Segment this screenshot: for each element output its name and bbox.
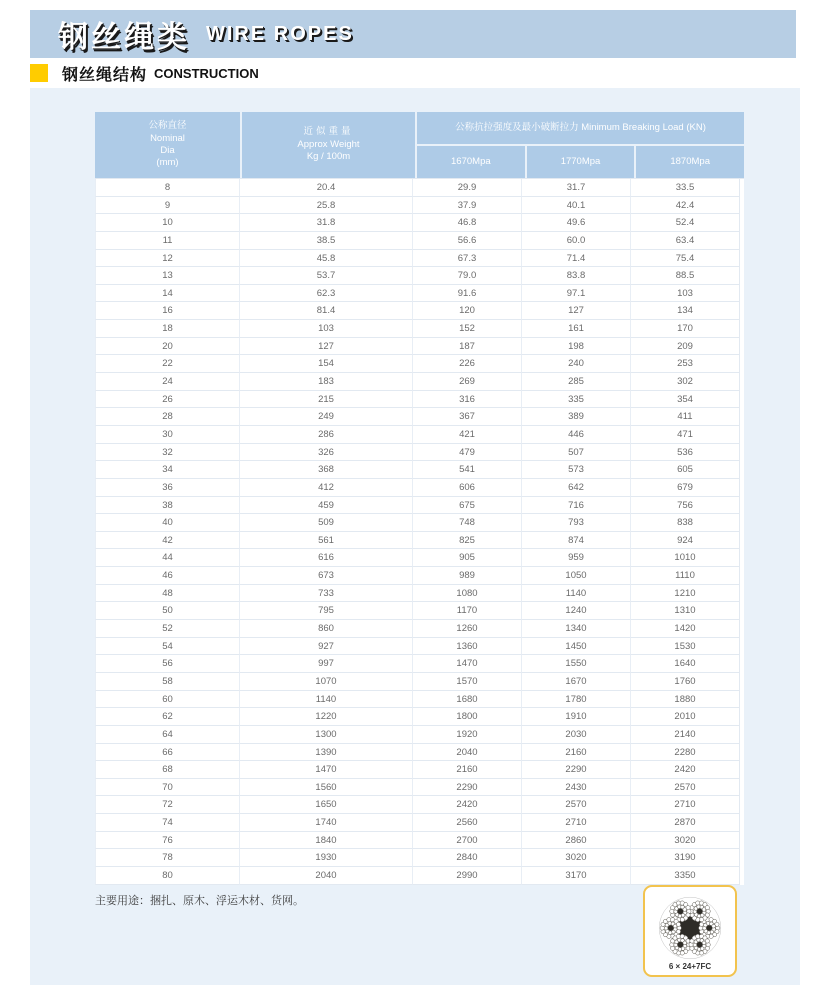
table-cell: 1050 (522, 567, 631, 585)
table-cell: 91.6 (413, 285, 522, 303)
table-row (95, 214, 744, 232)
table-cell: 1240 (522, 602, 631, 620)
table-cell: 825 (413, 532, 522, 550)
table-row (95, 391, 744, 409)
table-cell: 1360 (413, 638, 522, 656)
table-cell: 421 (413, 426, 522, 444)
table-cell: 62 (95, 708, 240, 726)
table-cell: 368 (240, 461, 413, 479)
table-cell: 2430 (522, 779, 631, 797)
table-cell: 187 (413, 338, 522, 356)
table-cell: 54 (95, 638, 240, 656)
table-cell: 1930 (240, 849, 413, 867)
table-cell: 31.8 (240, 214, 413, 232)
table-cell: 240 (522, 355, 631, 373)
header-grade-1670: 1670Mpa (417, 146, 525, 178)
table-cell: 1640 (631, 655, 740, 673)
table-row (95, 479, 744, 497)
table-cell: 170 (631, 320, 740, 338)
table-cell: 716 (522, 497, 631, 515)
table-row (95, 655, 744, 673)
table-row (95, 796, 744, 814)
spec-table (95, 112, 744, 885)
table-cell: 1880 (631, 691, 740, 709)
table-row (95, 620, 744, 638)
table-cell: 927 (240, 638, 413, 656)
table-cell: 606 (413, 479, 522, 497)
table-cell: 2160 (413, 761, 522, 779)
table-cell: 34 (95, 461, 240, 479)
table-row (95, 426, 744, 444)
table-cell: 9 (95, 197, 240, 215)
table-cell: 24 (95, 373, 240, 391)
table-cell: 209 (631, 338, 740, 356)
table-cell: 18 (95, 320, 240, 338)
table-cell: 198 (522, 338, 631, 356)
table-cell: 46.8 (413, 214, 522, 232)
table-cell: 286 (240, 426, 413, 444)
table-cell: 68 (95, 761, 240, 779)
table-cell: 1340 (522, 620, 631, 638)
table-row (95, 197, 744, 215)
table-cell: 860 (240, 620, 413, 638)
table-cell: 2010 (631, 708, 740, 726)
table-cell: 28 (95, 408, 240, 426)
table-row (95, 179, 744, 197)
section-title-en: CONSTRUCTION (154, 65, 259, 81)
table-cell: 161 (522, 320, 631, 338)
table-row (95, 250, 744, 268)
table-cell: 42.4 (631, 197, 740, 215)
table-cell: 38.5 (240, 232, 413, 250)
table-cell: 1140 (240, 691, 413, 709)
header-nominal-dia-zh: 公称直径 (148, 120, 187, 132)
table-cell: 38 (95, 497, 240, 515)
table-cell: 748 (413, 514, 522, 532)
table-row (95, 744, 744, 762)
table-cell: 1310 (631, 602, 740, 620)
table-cell: 573 (522, 461, 631, 479)
table-cell: 1390 (240, 744, 413, 762)
table-row (95, 285, 744, 303)
table-cell: 733 (240, 585, 413, 603)
table-cell: 326 (240, 444, 413, 462)
table-cell: 30 (95, 426, 240, 444)
section-title-zh: 钢丝绳结构 (62, 66, 148, 84)
table-cell: 52 (95, 620, 240, 638)
table-cell: 367 (413, 408, 522, 426)
table-cell: 2710 (631, 796, 740, 814)
table-row (95, 779, 744, 797)
table-cell: 58 (95, 673, 240, 691)
table-cell: 2420 (631, 761, 740, 779)
table-cell: 1450 (522, 638, 631, 656)
table-cell: 42 (95, 532, 240, 550)
table-cell: 2280 (631, 744, 740, 762)
table-row (95, 708, 744, 726)
table-cell: 2710 (522, 814, 631, 832)
table-cell: 446 (522, 426, 631, 444)
table-cell: 2860 (522, 832, 631, 850)
table-row (95, 320, 744, 338)
table-cell: 83.8 (522, 267, 631, 285)
table-cell: 2420 (413, 796, 522, 814)
header-breaking-load-title: 公称抗拉强度及最小破断拉力 Minimum Breaking Load (KN) (417, 112, 744, 144)
table-cell: 253 (631, 355, 740, 373)
table-cell: 1920 (413, 726, 522, 744)
table-cell: 10 (95, 214, 240, 232)
table-cell: 78 (95, 849, 240, 867)
table-cell: 2040 (240, 867, 413, 885)
table-cell: 20.4 (240, 179, 413, 197)
table-cell: 874 (522, 532, 631, 550)
table-cell: 354 (631, 391, 740, 409)
table-cell: 29.9 (413, 179, 522, 197)
table-cell: 756 (631, 497, 740, 515)
table-cell: 66 (95, 744, 240, 762)
table-row (95, 232, 744, 250)
table-cell: 56 (95, 655, 240, 673)
table-cell: 1260 (413, 620, 522, 638)
table-cell: 88.5 (631, 267, 740, 285)
table-cell: 71.4 (522, 250, 631, 268)
table-cell: 1740 (240, 814, 413, 832)
table-cell: 989 (413, 567, 522, 585)
table-cell: 471 (631, 426, 740, 444)
table-row (95, 638, 744, 656)
table-cell: 3020 (522, 849, 631, 867)
table-cell: 605 (631, 461, 740, 479)
table-cell: 412 (240, 479, 413, 497)
table-cell: 249 (240, 408, 413, 426)
table-cell: 509 (240, 514, 413, 532)
table-cell: 269 (413, 373, 522, 391)
header-nominal-dia-unit: (mm) (156, 157, 179, 169)
table-cell: 1140 (522, 585, 631, 603)
table-cell: 60.0 (522, 232, 631, 250)
table-cell: 53.7 (240, 267, 413, 285)
table-cell: 44 (95, 549, 240, 567)
table-cell: 16 (95, 302, 240, 320)
table-row (95, 673, 744, 691)
table-row (95, 497, 744, 515)
table-cell: 49.6 (522, 214, 631, 232)
table-row (95, 832, 744, 850)
table-body (95, 178, 744, 885)
table-header (95, 112, 744, 178)
table-cell: 1210 (631, 585, 740, 603)
table-cell: 1080 (413, 585, 522, 603)
table-cell: 1530 (631, 638, 740, 656)
table-cell: 80 (95, 867, 240, 885)
table-cell: 905 (413, 549, 522, 567)
table-cell: 997 (240, 655, 413, 673)
table-row (95, 814, 744, 832)
table-cell: 25.8 (240, 197, 413, 215)
header-approx-weight-en: Approx Weight (297, 138, 360, 150)
content-panel (30, 88, 800, 985)
table-cell: 2570 (631, 779, 740, 797)
table-cell: 81.4 (240, 302, 413, 320)
table-cell: 389 (522, 408, 631, 426)
table-cell: 2870 (631, 814, 740, 832)
header-approx-weight (242, 112, 415, 178)
table-cell: 679 (631, 479, 740, 497)
table-row (95, 338, 744, 356)
table-cell: 48 (95, 585, 240, 603)
table-row (95, 761, 744, 779)
page-title-en: WIRE ROPES (206, 22, 354, 45)
table-cell: 335 (522, 391, 631, 409)
header-grade-1870: 1870Mpa (636, 146, 744, 178)
header-nominal-dia-en2: Dia (160, 145, 175, 156)
table-cell: 1300 (240, 726, 413, 744)
table-cell: 1650 (240, 796, 413, 814)
header-grade-1770: 1770Mpa (527, 146, 635, 178)
table-cell: 36 (95, 479, 240, 497)
table-cell: 1670 (522, 673, 631, 691)
table-cell: 46 (95, 567, 240, 585)
table-cell: 1780 (522, 691, 631, 709)
table-cell: 1800 (413, 708, 522, 726)
table-row (95, 532, 744, 550)
table-cell: 1110 (631, 567, 740, 585)
table-cell: 76 (95, 832, 240, 850)
header-nominal-dia-en1: Nominal (150, 132, 185, 144)
table-cell: 2140 (631, 726, 740, 744)
table-row (95, 267, 744, 285)
table-cell: 1570 (413, 673, 522, 691)
table-cell: 1070 (240, 673, 413, 691)
table-row (95, 602, 744, 620)
table-cell: 2990 (413, 867, 522, 885)
table-row (95, 355, 744, 373)
table-cell: 1550 (522, 655, 631, 673)
page-title-bar (30, 10, 796, 58)
table-row (95, 373, 744, 391)
table-cell: 459 (240, 497, 413, 515)
table-cell: 127 (240, 338, 413, 356)
table-row (95, 461, 744, 479)
table-cell: 411 (631, 408, 740, 426)
table-cell: 1170 (413, 602, 522, 620)
table-cell: 103 (631, 285, 740, 303)
table-cell: 285 (522, 373, 631, 391)
table-cell: 541 (413, 461, 522, 479)
yellow-square-bullet-icon (30, 64, 48, 82)
table-cell: 1560 (240, 779, 413, 797)
table-cell: 1420 (631, 620, 740, 638)
table-row (95, 514, 744, 532)
table-cell: 507 (522, 444, 631, 462)
header-approx-weight-zh: 近似重量 (303, 126, 354, 138)
table-cell: 70 (95, 779, 240, 797)
table-cell: 14 (95, 285, 240, 303)
table-cell: 2040 (413, 744, 522, 762)
table-cell: 134 (631, 302, 740, 320)
table-row (95, 567, 744, 585)
table-cell: 2030 (522, 726, 631, 744)
table-cell: 959 (522, 549, 631, 567)
table-cell: 50 (95, 602, 240, 620)
table-cell: 3170 (522, 867, 631, 885)
header-nominal-dia (95, 112, 240, 178)
table-row (95, 726, 744, 744)
page-title-zh: 钢丝绳类 (58, 21, 190, 54)
table-cell: 1760 (631, 673, 740, 691)
table-cell: 127 (522, 302, 631, 320)
table-cell: 74 (95, 814, 240, 832)
table-cell: 302 (631, 373, 740, 391)
table-cell: 616 (240, 549, 413, 567)
table-cell: 64 (95, 726, 240, 744)
table-row (95, 408, 744, 426)
table-cell: 12 (95, 250, 240, 268)
table-cell: 56.6 (413, 232, 522, 250)
usage-note: 主要用途：捆扎、原木、浮运木材、货网。 (95, 895, 304, 907)
table-cell: 1680 (413, 691, 522, 709)
table-cell: 97.1 (522, 285, 631, 303)
table-cell: 75.4 (631, 250, 740, 268)
table-cell: 2840 (413, 849, 522, 867)
table-cell: 45.8 (240, 250, 413, 268)
table-cell: 40 (95, 514, 240, 532)
table-cell: 1220 (240, 708, 413, 726)
table-cell: 40.1 (522, 197, 631, 215)
table-cell: 31.7 (522, 179, 631, 197)
table-cell: 673 (240, 567, 413, 585)
table-cell: 152 (413, 320, 522, 338)
table-cell: 2570 (522, 796, 631, 814)
table-cell: 20 (95, 338, 240, 356)
table-cell: 838 (631, 514, 740, 532)
table-cell: 120 (413, 302, 522, 320)
table-cell: 2290 (522, 761, 631, 779)
table-cell: 536 (631, 444, 740, 462)
table-cell: 215 (240, 391, 413, 409)
table-cell: 316 (413, 391, 522, 409)
table-cell: 1840 (240, 832, 413, 850)
table-cell: 3020 (631, 832, 740, 850)
table-cell: 226 (413, 355, 522, 373)
table-cell: 60 (95, 691, 240, 709)
table-cell: 795 (240, 602, 413, 620)
wire-rope-cross-section-icon (657, 895, 723, 961)
table-cell: 1910 (522, 708, 631, 726)
table-cell: 183 (240, 373, 413, 391)
table-cell: 26 (95, 391, 240, 409)
table-cell: 63.4 (631, 232, 740, 250)
table-cell: 3350 (631, 867, 740, 885)
table-cell: 22 (95, 355, 240, 373)
header-breaking-load-grades (417, 146, 744, 178)
table-cell: 2700 (413, 832, 522, 850)
table-cell: 1470 (240, 761, 413, 779)
table-cell: 642 (522, 479, 631, 497)
table-cell: 11 (95, 232, 240, 250)
table-cell: 2560 (413, 814, 522, 832)
table-cell: 793 (522, 514, 631, 532)
table-cell: 479 (413, 444, 522, 462)
table-cell: 37.9 (413, 197, 522, 215)
table-cell: 1010 (631, 549, 740, 567)
table-row (95, 867, 744, 885)
table-cell: 8 (95, 179, 240, 197)
table-cell: 33.5 (631, 179, 740, 197)
rope-construction-label: 6 × 24+7FC (668, 962, 712, 971)
table-cell: 154 (240, 355, 413, 373)
table-row (95, 849, 744, 867)
table-cell: 67.3 (413, 250, 522, 268)
table-cell: 52.4 (631, 214, 740, 232)
section-heading (30, 63, 259, 83)
table-cell: 3190 (631, 849, 740, 867)
table-cell: 2290 (413, 779, 522, 797)
table-cell: 924 (631, 532, 740, 550)
header-breaking-load-group (417, 112, 744, 178)
table-cell: 79.0 (413, 267, 522, 285)
table-row (95, 585, 744, 603)
table-cell: 13 (95, 267, 240, 285)
table-row (95, 691, 744, 709)
table-cell: 1470 (413, 655, 522, 673)
table-cell: 32 (95, 444, 240, 462)
table-cell: 675 (413, 497, 522, 515)
table-cell: 2160 (522, 744, 631, 762)
table-cell: 103 (240, 320, 413, 338)
table-row (95, 444, 744, 462)
table-row (95, 549, 744, 567)
table-row (95, 302, 744, 320)
table-cell: 561 (240, 532, 413, 550)
header-approx-weight-unit: Kg / 100m (306, 151, 351, 163)
table-cell: 62.3 (240, 285, 413, 303)
rope-construction-diagram (643, 885, 737, 977)
table-cell: 72 (95, 796, 240, 814)
